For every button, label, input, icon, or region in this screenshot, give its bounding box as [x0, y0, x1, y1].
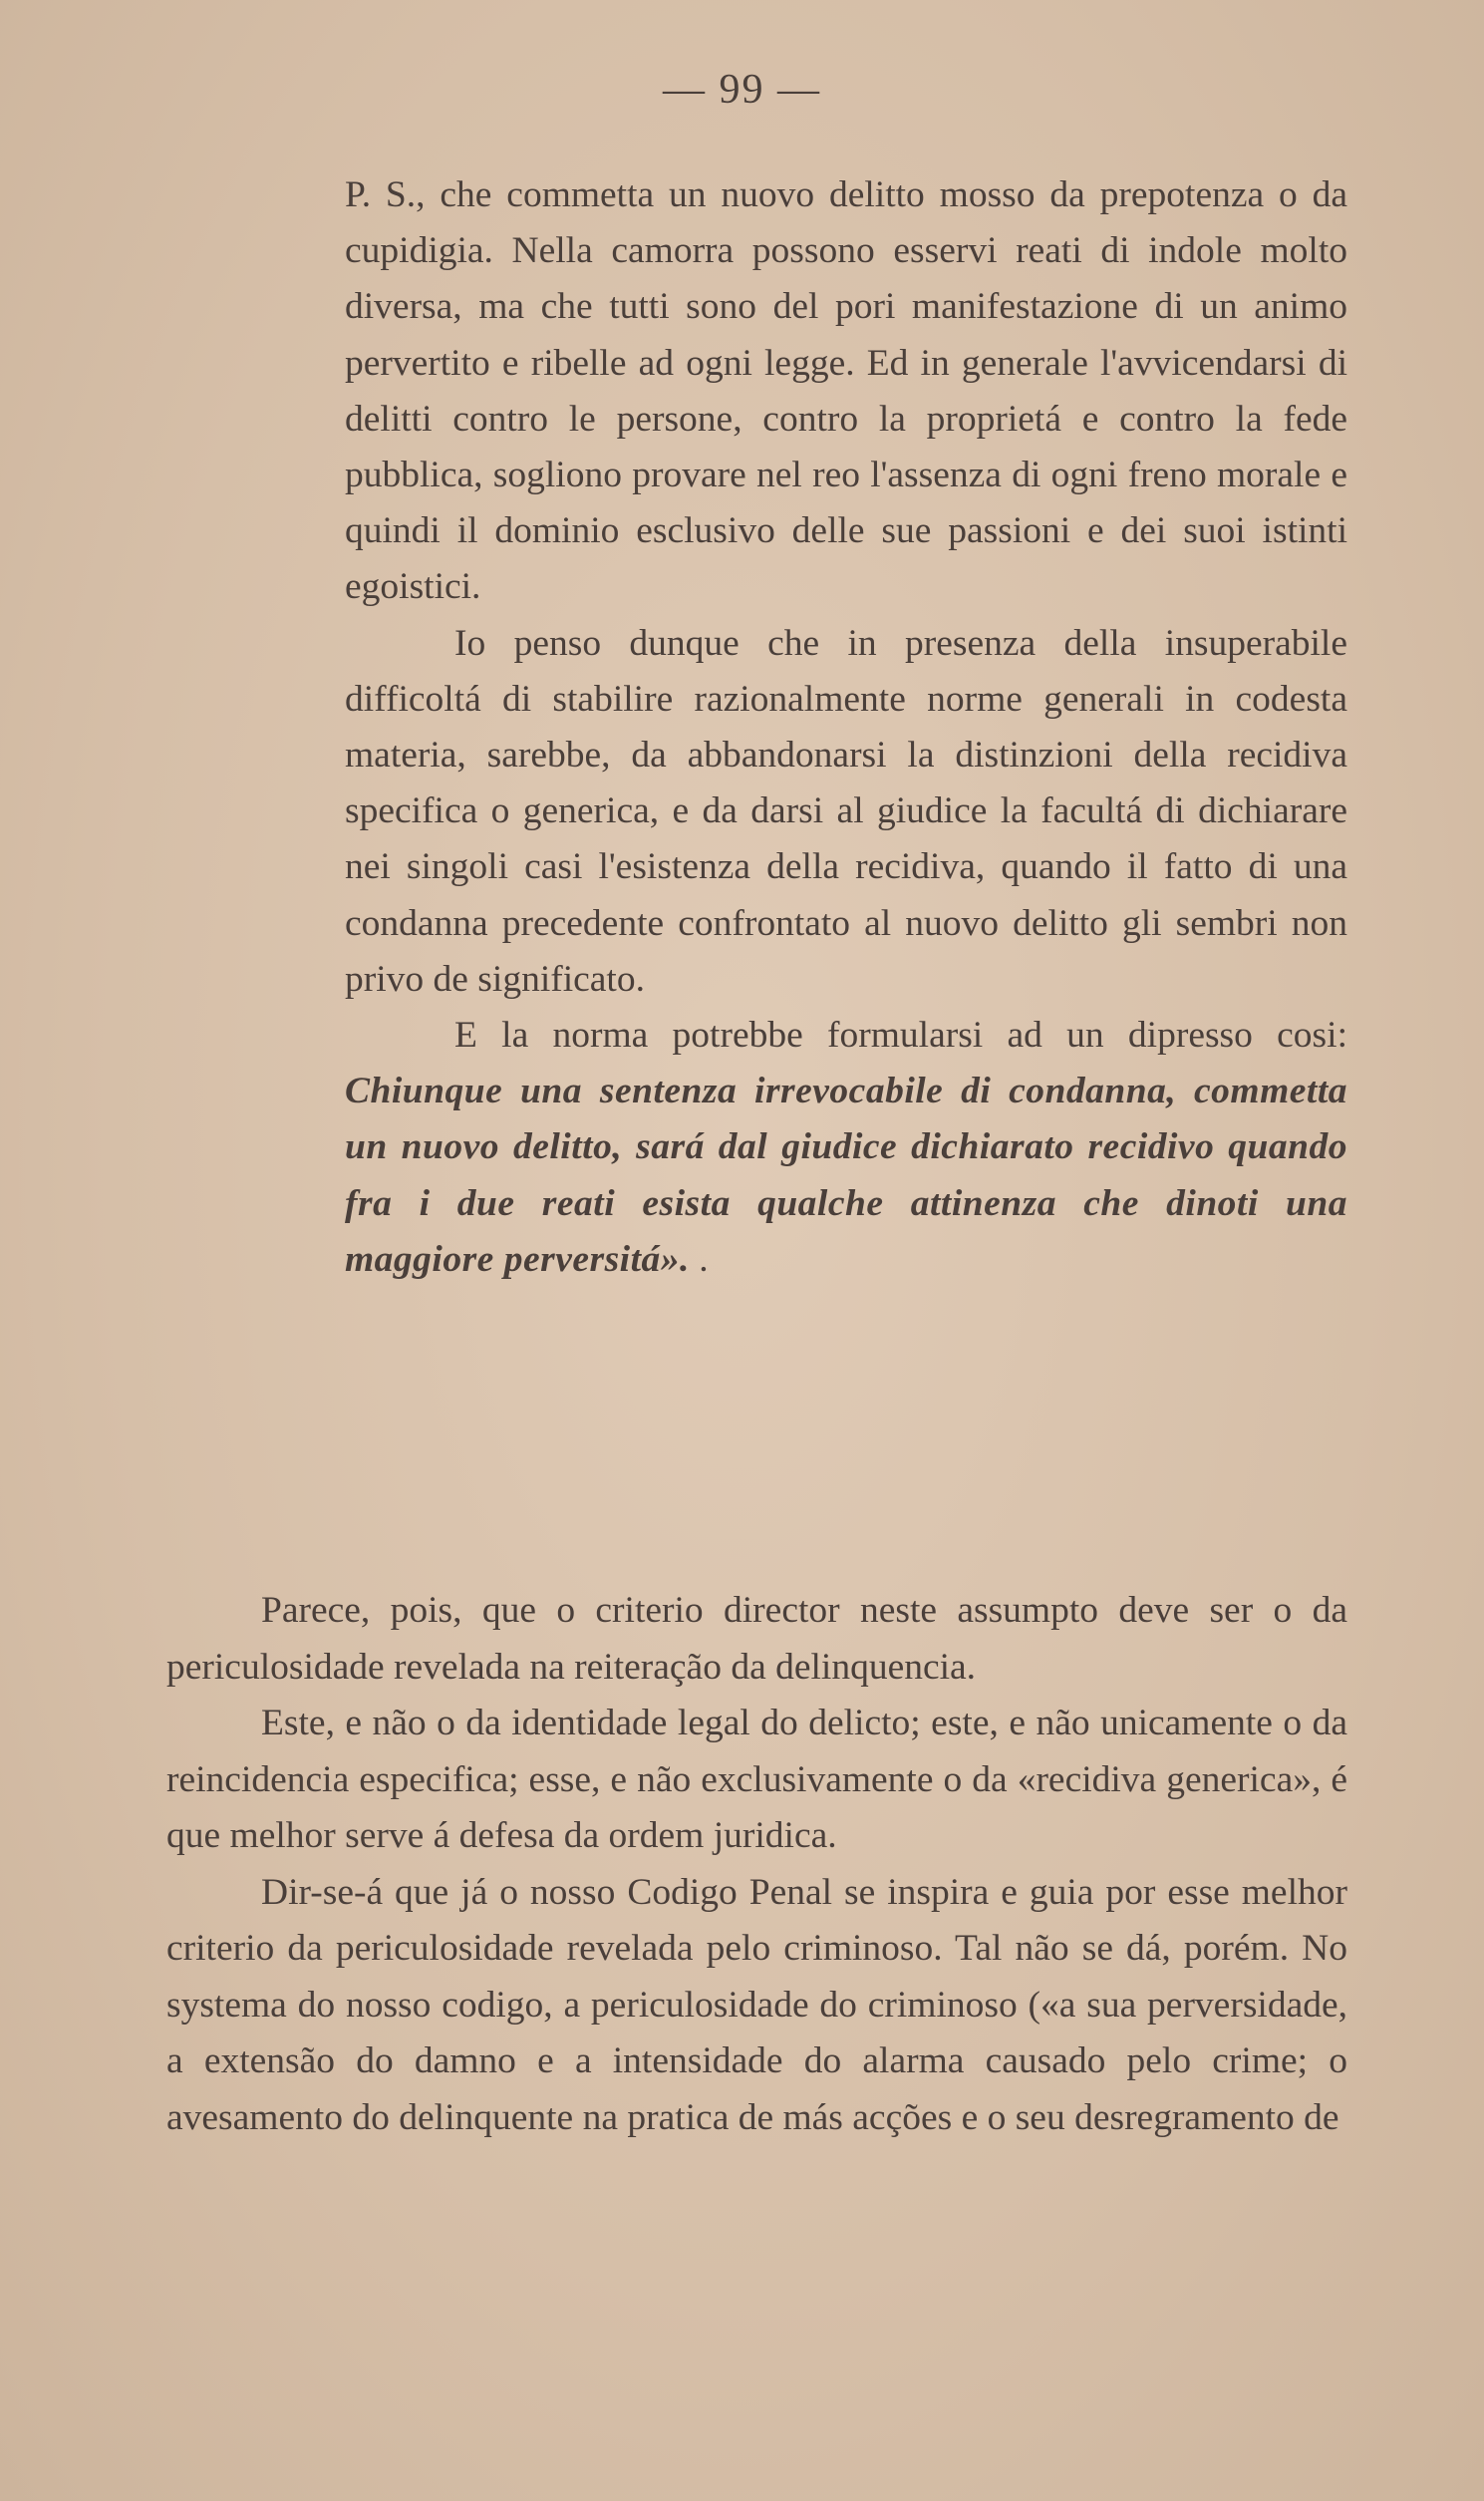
quote-paragraph-2: Io penso dunque che in presenza della insuperabile difficoltá di stabilire razionalmente norme generali in codesta materia, sarebbe, da abbandonarsi la distinzioni della recidiva specifica o generica, e da darsi al giudice la facultá di dichiarare nei singoli casi l'esistenza della recidiva, quando il fatto di una condanna precedente confrontato al nuovo delitto gli sembri non privo de significato. [345, 622, 1347, 1000]
page-number: — 99 — [663, 67, 821, 113]
quote-paragraph-1: P. S., che commetta un nuovo delitto mosso da prepotenza o da cupidigia. Nella camorra possono esservi reati di indole molto diversa, ma che tutti sono del pori manifestazione di un animo pervertito e ribelle ad ogni legge. Ed in generale l'avvicendarsi di delitti contro le persone, contro la proprietá e contro la fede pubblica, sogliono provare nel reo l'assenza di ogni freno morale e quindi il dominio esclusivo delle sue passioni e dei suoi istinti egoistici. [345, 174, 1347, 608]
quote-paragraph-3-end: . [689, 1238, 709, 1280]
main-text [166, 1583, 1347, 2146]
main-paragraph-3: Dir-se-á que já o nosso Codigo Penal se inspira e guia por esse melhor criterio da periculosidade revelada pelo criminoso. Tal não se dá, porém. No systema do nosso codigo, a periculosidade do criminoso («a sua perversidade, a extensão do damno e a intensidade do alarma causado pelo crime; o avesamento do delinquente na pratica de más acções e o seu desregramento de [166, 1871, 1347, 2138]
main-paragraph-2: Este, e não o da identidade legal do delicto; este, e não unicamente o da reincidencia especifica; esse, e não exclusivamente o da «recidiva generica», é que melhor serve á defesa da ordem juridica. [166, 1703, 1347, 1856]
quote-paragraph-3 [345, 1008, 1347, 1288]
main-paragraph-1: Parece, pois, que o criterio director neste assumpto deve ser o da periculosidade revelada na reiteração da delinquencia. [166, 1590, 1347, 1688]
quote-paragraph-3-intro: E la norma potrebbe formularsi ad un dipresso cosi: [454, 1015, 1347, 1057]
quoted-passage [345, 167, 1347, 1288]
quote-italic-norm: Chiunque una sentenza irrevocabile di condanna, commetta un nuovo delitto, sará dal giudice dichiarato recidivo quando fra i due reati esista qualche attinenza che dinoti una maggiore perversitá». [345, 1071, 1347, 1280]
